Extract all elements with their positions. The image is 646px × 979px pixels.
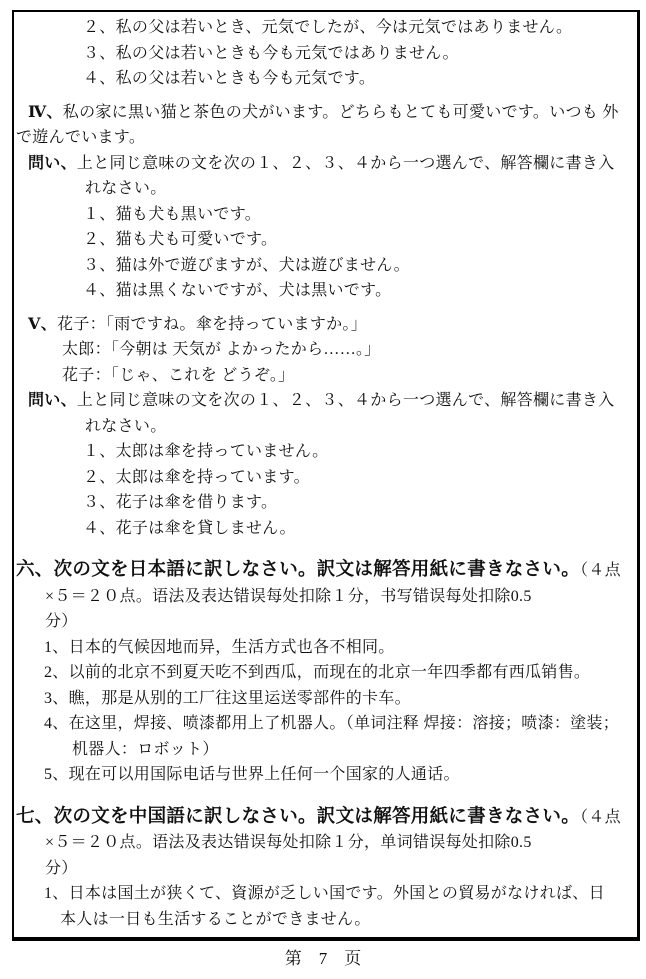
text-segment: １、猫も犬も黒いです。 — [83, 205, 262, 223]
text-line — [16, 737, 635, 763]
text-segment: 5、现在可以用国际电话与世界上任何一个国家的人通话。 — [44, 766, 460, 783]
text-line — [16, 686, 635, 712]
text-line — [16, 151, 635, 177]
text-line — [16, 253, 635, 279]
text-line — [16, 337, 635, 363]
text-segment: 七、次の文を中国語に訳しなさい。訳文は解答用紙に書きなさい。 — [16, 804, 581, 826]
text-segment: 4、在这里，焊接、喷漆都用上了机器人。（单词注释 焊接：溶接；喷漆：塗装； — [44, 715, 620, 732]
text-segment: 太郎：「今朝は 天気が よかったから……。」 — [62, 341, 381, 358]
text-line — [16, 41, 635, 67]
text-segment: ３、私の父は若いときも今も元気ではありません。 — [83, 44, 459, 62]
document-body — [16, 15, 635, 932]
exam-sheet-border — [12, 10, 640, 941]
text-line — [16, 363, 635, 389]
text-line — [16, 202, 635, 228]
text-segment: ４、私の父は若いときも今も元気です。 — [83, 70, 376, 87]
text-segment: 上と同じ意味の文を次の１、２、３、４から一つ選んで、解答欄に書き入 — [76, 154, 615, 172]
text-segment: ２、猫も犬も可愛いです。 — [83, 231, 278, 248]
text-segment: 本人は一日も生活することができません。 — [60, 910, 371, 928]
text-segment: ２、私の父は若いとき、元気でしたが、今は元気ではありません。 — [83, 19, 573, 36]
text-line — [16, 278, 635, 304]
text-line — [16, 227, 635, 253]
text-segment: 六、次の文を日本語に訳しなさい。訳文は解答用紙に書きなさい。 — [16, 558, 581, 579]
text-line — [16, 762, 635, 788]
page-number: 第 7 页 — [284, 949, 362, 968]
text-segment: 1、日本は国土が狭くて、資源が乏しい国です。外国との貿易がなければ、日 — [44, 885, 605, 902]
text-segment: 上と同じ意味の文を次の１、２、３、４から一つ選んで、解答欄に書き入 — [76, 392, 615, 409]
text-segment: 1、日本的气候因地而异，生活方式也各不相同。 — [44, 638, 395, 656]
text-segment: 机器人：ロボット） — [72, 740, 219, 758]
text-segment: 花子：「じゃ、これを どうぞ。」 — [62, 366, 295, 384]
text-segment: ３、猫は外で遊びますが、犬は遊びません。 — [83, 256, 410, 274]
text-line — [16, 584, 635, 610]
text-line — [16, 609, 635, 635]
text-segment: （４点 — [580, 808, 621, 826]
text-line — [16, 439, 635, 465]
text-line — [16, 15, 635, 41]
text-line — [16, 176, 635, 202]
text-line — [16, 465, 635, 491]
text-segment: ４、花子は傘を貸しません。 — [83, 519, 296, 537]
text-segment: ４、猫は黒くないですが、犬は黒いです。 — [83, 282, 392, 299]
text-line — [16, 711, 635, 737]
text-segment: 私の家に黒い猫と茶色の犬がいます。どちらもとても可愛いです。いつも 外 — [62, 103, 619, 121]
text-line — [16, 388, 635, 414]
text-segment: 問い、 — [28, 154, 77, 172]
text-segment: 分） — [45, 859, 78, 877]
text-line — [16, 516, 635, 542]
text-line — [16, 66, 635, 92]
text-segment: 分） — [45, 613, 78, 630]
text-segment: ×５＝２０点。语法及表达错误每处扣除１分，书写错误每处扣除0.5 — [45, 587, 532, 605]
text-segment: ×５＝２０点。语法及表达错误每处扣除１分，单词错误每处扣除0.5 — [45, 834, 532, 851]
text-line — [16, 635, 635, 661]
text-line — [16, 556, 635, 584]
text-segment: １、太郎は傘を持っていません。 — [83, 443, 329, 460]
text-segment: 花子：「雨ですね。傘を持っていますか。」 — [57, 315, 368, 333]
text-segment: ３、花子は傘を借ります。 — [83, 494, 278, 511]
text-segment: で遊んでいます。 — [16, 129, 146, 146]
text-line — [16, 803, 635, 831]
text-segment: 2、以前的北京不到夏天吃不到西瓜，而现在的北京一年四季都有西瓜销售。 — [44, 664, 591, 681]
text-segment: Ⅴ、 — [28, 315, 58, 333]
text-segment: 3、瞧，那是从别的工厂往这里运送零部件的卡车。 — [44, 689, 411, 707]
text-segment: れなさい。 — [85, 417, 167, 435]
text-line — [16, 414, 635, 440]
text-segment: 問い、 — [28, 392, 77, 409]
text-segment: （４点 — [580, 562, 621, 579]
text-segment: Ⅳ、 — [28, 103, 63, 121]
text-segment: れなさい。 — [85, 180, 167, 197]
text-line — [16, 312, 635, 338]
text-line — [16, 100, 635, 126]
text-line — [16, 490, 635, 516]
text-line — [16, 907, 635, 933]
text-line — [16, 881, 635, 907]
text-line — [16, 660, 635, 686]
text-line — [16, 856, 635, 882]
text-line — [16, 125, 635, 151]
text-line — [16, 830, 635, 856]
text-segment: ２、太郎は傘を持っています。 — [83, 468, 310, 486]
